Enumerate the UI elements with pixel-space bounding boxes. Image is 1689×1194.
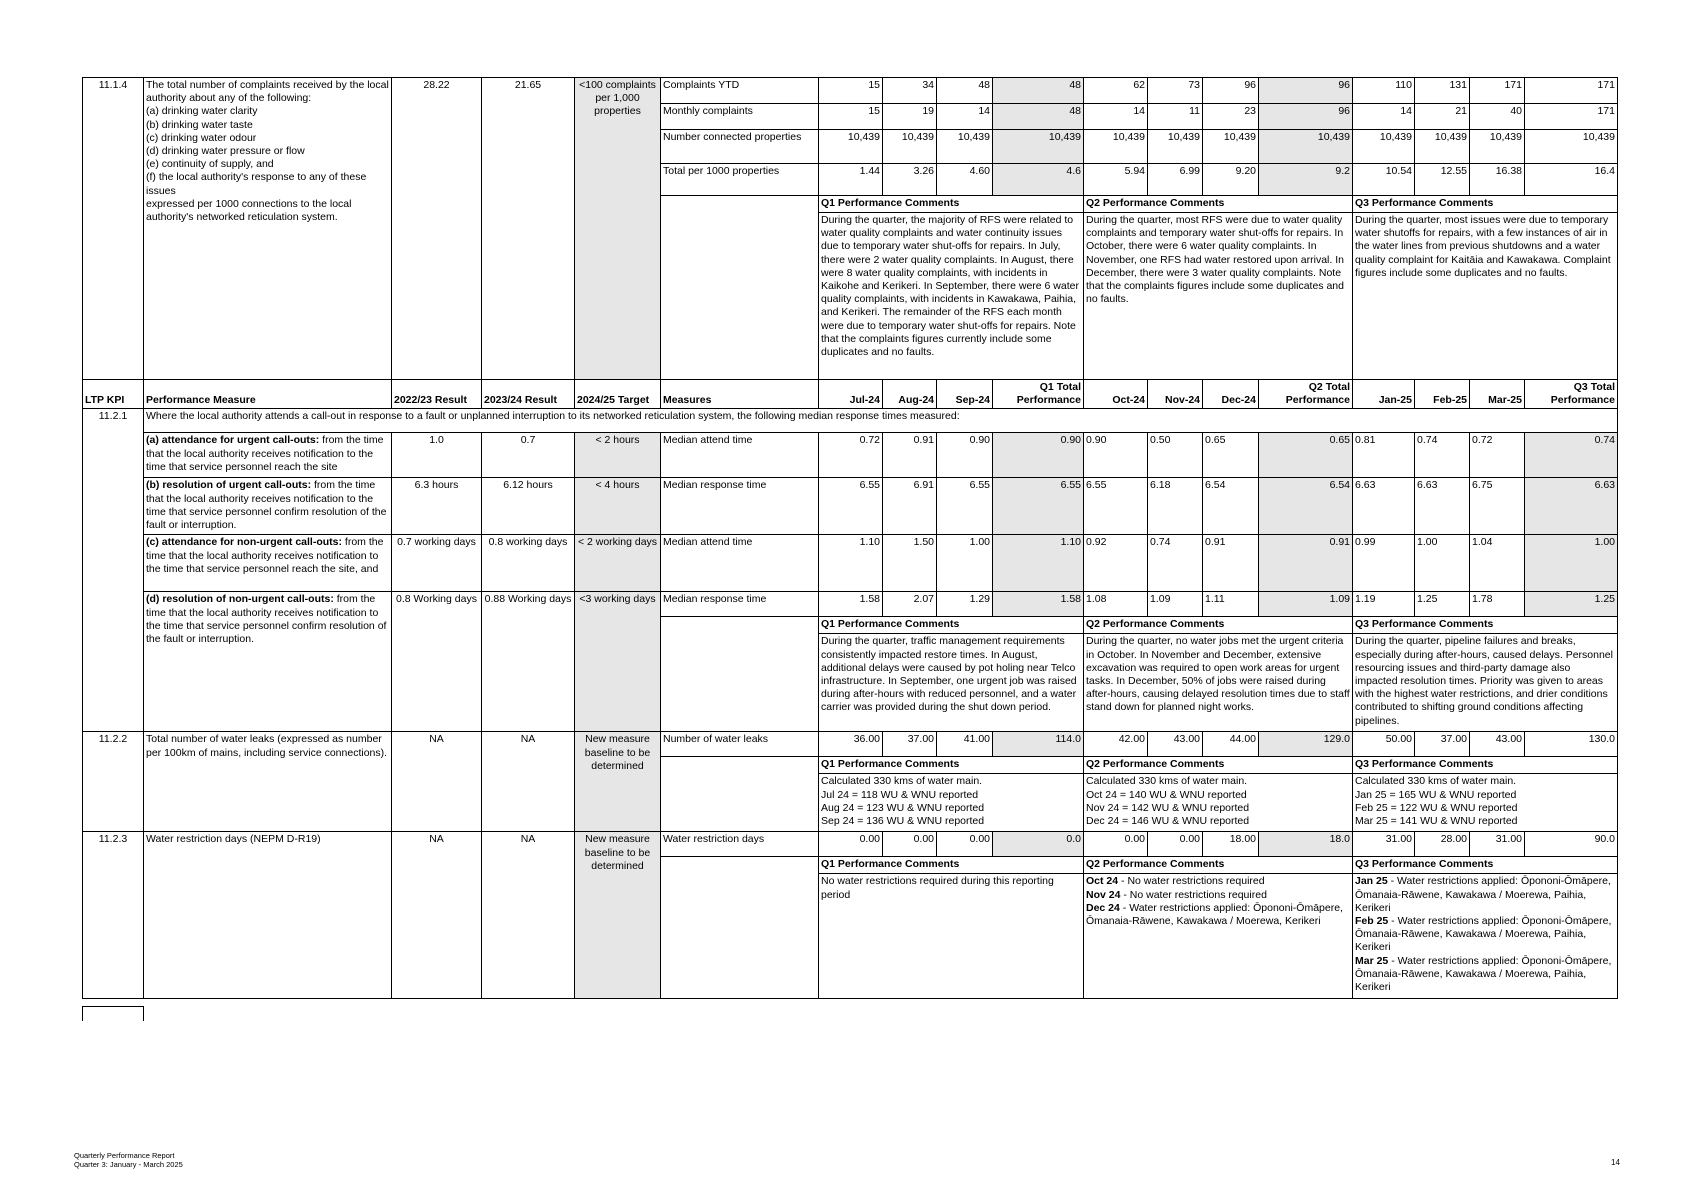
performance-measure: [144, 478, 392, 535]
value-sep: 10,439: [937, 130, 993, 164]
footer-quarter: Quarter 3: January - March 2025: [74, 1160, 183, 1169]
value-aug: 1.50: [883, 535, 937, 592]
value-jul: 1.44: [819, 164, 883, 196]
header-jan: Jan-25: [1353, 380, 1415, 409]
value-dec: 18.00: [1203, 832, 1259, 857]
measure-text: from the time that the local authority receives notification to the time that service personnel reach the site: [146, 434, 384, 473]
value-jul: 0.72: [819, 433, 883, 478]
value-nov: 1.09: [1148, 592, 1203, 617]
performance-table: [82, 77, 1618, 999]
header-q3-total: Q3 Total Performance: [1525, 380, 1618, 409]
value-sep: 4.60: [937, 164, 993, 196]
result-2022-23: 0.8 Working days: [392, 592, 482, 732]
result-2023-24: 21.65: [482, 78, 575, 380]
q2-comment: During the quarter, most RFS were due to water quality complaints and temporary water shut-offs for repairs. In October, there were 6 water quality complaints. In November, one RFS had water restored upon arrival. In December, there were 3 water quality complaints. Note that the complaints figures include some duplicates and no faults.: [1084, 213, 1353, 380]
value-oct: 0.92: [1084, 535, 1148, 592]
value-oct: 62: [1084, 78, 1148, 104]
target-2024-25: < 4 hours: [575, 478, 661, 535]
blank-cell: [661, 617, 819, 634]
value-aug: 19: [883, 104, 937, 130]
blank-cell: [661, 196, 819, 213]
table-row: [83, 732, 1618, 757]
measure-label: Monthly complaints: [661, 104, 819, 130]
table-row: [83, 433, 1618, 478]
value-feb: 21: [1415, 104, 1470, 130]
value-dec: 0.65: [1203, 433, 1259, 478]
value-jan: 31.00: [1353, 832, 1415, 857]
value-sep: 0.00: [937, 832, 993, 857]
q3-comments-header: Q3 Performance Comments: [1353, 196, 1618, 213]
value-q1-total: 114.0: [993, 732, 1084, 757]
comment-text: - No water restrictions required: [1118, 875, 1265, 888]
q2-comment: [1084, 874, 1353, 999]
value-q1-total: 1.10: [993, 535, 1084, 592]
value-jul: 1.58: [819, 592, 883, 617]
header-2023-24: 2023/24 Result: [482, 380, 575, 409]
value-jan: 110: [1353, 78, 1415, 104]
kpi-intro: Where the local authority attends a call-out in response to a fault or unplanned interruption to its networked reticulation system, the following median response times measured:: [144, 409, 1618, 433]
q1-comments-header: Q1 Performance Comments: [819, 617, 1084, 634]
value-sep: 0.90: [937, 433, 993, 478]
target-2024-25: New measure baseline to be determined: [575, 732, 661, 832]
month-lead: Mar 25: [1355, 954, 1389, 967]
header-q1-total: Q1 Total Performance: [993, 380, 1084, 409]
table-row: [83, 409, 1618, 433]
header-oct: Oct-24: [1084, 380, 1148, 409]
value-jul: 6.55: [819, 478, 883, 535]
comment-item: [1086, 875, 1350, 888]
comment-text: - Water restrictions applied: Ōpononi-Ōmāpere, Ōmanaia-Rāwene, Kawakawa / Moerewa, Paihia, Kerikeri: [1355, 875, 1611, 914]
measure-label: Median attend time: [661, 535, 819, 592]
value-sep: 48: [937, 78, 993, 104]
comment-item: [1086, 889, 1350, 902]
value-dec: 96: [1203, 78, 1259, 104]
value-dec: 6.54: [1203, 478, 1259, 535]
value-aug: 2.07: [883, 592, 937, 617]
performance-measure: [144, 535, 392, 592]
result-2022-23: 0.7 working days: [392, 535, 482, 592]
value-aug: 0.00: [883, 832, 937, 857]
value-q2-total: 96: [1259, 104, 1353, 130]
value-dec: 44.00: [1203, 732, 1259, 757]
table-row: [83, 832, 1618, 857]
header-2024-25-target: 2024/25 Target: [575, 380, 661, 409]
q1-comment: No water restrictions required during this reporting period: [819, 874, 1084, 999]
measure-lead: (c) attendance for non-urgent call-outs:: [146, 536, 343, 549]
measure-label: Total per 1000 properties: [661, 164, 819, 196]
table-row: [83, 78, 1618, 104]
comment-item: [1355, 955, 1615, 995]
comment-text: - Water restrictions applied: Ōpononi-Ōmāpere, Ōmanaia-Rāwene, Kawakawa / Moerewa, Paihia, Kerikeri: [1355, 915, 1612, 954]
q1-comment: Calculated 330 kms of water main. Jul 24 = 118 WU & WNU reported Aug 24 = 123 WU & WNU reported Sep 24 = 136 WU & WNU reported: [819, 774, 1084, 832]
target-2024-25: New measure baseline to be determined: [575, 832, 661, 999]
month-lead: Nov 24: [1086, 888, 1121, 901]
target-2024-25: <3 working days: [575, 592, 661, 732]
value-oct: 0.00: [1084, 832, 1148, 857]
value-dec: 1.11: [1203, 592, 1259, 617]
value-feb: 0.74: [1415, 433, 1470, 478]
value-feb: 10,439: [1415, 130, 1470, 164]
value-nov: 11: [1148, 104, 1203, 130]
result-2023-24: 0.8 working days: [482, 535, 575, 592]
value-mar: 171: [1470, 78, 1525, 104]
value-mar: 0.72: [1470, 433, 1525, 478]
value-q2-total: 0.91: [1259, 535, 1353, 592]
value-q1-total: 0.90: [993, 433, 1084, 478]
value-q1-total: 4.6: [993, 164, 1084, 196]
measure-label: Median attend time: [661, 433, 819, 478]
value-aug: 10,439: [883, 130, 937, 164]
value-feb: 37.00: [1415, 732, 1470, 757]
value-mar: 6.75: [1470, 478, 1525, 535]
measure-label: Median response time: [661, 478, 819, 535]
value-sep: 41.00: [937, 732, 993, 757]
comment-item: [1086, 902, 1350, 928]
measure-lead: (a) attendance for urgent call-outs:: [146, 434, 320, 447]
value-q1-total: 1.58: [993, 592, 1084, 617]
q2-comments-header: Q2 Performance Comments: [1084, 617, 1353, 634]
value-jan: 6.63: [1353, 478, 1415, 535]
value-q2-total: 10,439: [1259, 130, 1353, 164]
value-jul: 1.10: [819, 535, 883, 592]
q1-comments-header: Q1 Performance Comments: [819, 196, 1084, 213]
header-jul: Jul-24: [819, 380, 883, 409]
value-aug: 34: [883, 78, 937, 104]
comment-item: [1355, 915, 1615, 955]
value-jan: 0.81: [1353, 433, 1415, 478]
comment-text: - Water restrictions applied: Ōpononi-Ōmāpere, Ōmanaia-Rāwene, Kawakawa / Moerewa, Kerikeri: [1086, 901, 1343, 928]
blank-cell: [661, 857, 819, 874]
q2-comment: During the quarter, no water jobs met the urgent criteria in October. In November and December, extensive excavation was required to open work areas for urgent tasks. In December, 50% of jobs were raised during after-hours, causing delayed resolution times due to staff stand down for planned night works.: [1084, 634, 1353, 732]
value-nov: 0.74: [1148, 535, 1203, 592]
value-q3-total: 90.0: [1525, 832, 1618, 857]
measure-label: Median response time: [661, 592, 819, 617]
footer-report-title: Quarterly Performance Report: [74, 1151, 175, 1160]
value-mar: 40: [1470, 104, 1525, 130]
value-q1-total: 6.55: [993, 478, 1084, 535]
blank-cell: [661, 213, 819, 380]
value-oct: 10,439: [1084, 130, 1148, 164]
value-nov: 43.00: [1148, 732, 1203, 757]
blank-cell: [661, 774, 819, 832]
result-2022-23: 6.3 hours: [392, 478, 482, 535]
result-2022-23: NA: [392, 732, 482, 832]
value-jan: 1.19: [1353, 592, 1415, 617]
value-nov: 0.50: [1148, 433, 1203, 478]
value-q3-total: 171: [1525, 104, 1618, 130]
value-q1-total: 10,439: [993, 130, 1084, 164]
header-dec: Dec-24: [1203, 380, 1259, 409]
value-mar: 31.00: [1470, 832, 1525, 857]
q3-comment: During the quarter, most issues were due to temporary water shutoffs for repairs, with a few instances of air in the water lines from previous shutdowns and a water quality complaint for Kaitāia and Kawakawa. Complaint figures include some duplicates and no faults.: [1353, 213, 1618, 380]
value-oct: 1.08: [1084, 592, 1148, 617]
value-jul: 15: [819, 78, 883, 104]
performance-measure: Total number of water leaks (expressed as number per 100km of mains, including service connections).: [144, 732, 392, 832]
blank-cell: [661, 874, 819, 999]
performance-measure: [144, 592, 392, 732]
blank-cell: [661, 757, 819, 774]
header-nov: Nov-24: [1148, 380, 1203, 409]
value-q3-total: 130.0: [1525, 732, 1618, 757]
result-2023-24: NA: [482, 732, 575, 832]
value-jul: 36.00: [819, 732, 883, 757]
table-row: [83, 478, 1618, 535]
q3-comments-header: Q3 Performance Comments: [1353, 857, 1618, 874]
q3-comments-header: Q3 Performance Comments: [1353, 617, 1618, 634]
value-sep: 1.00: [937, 535, 993, 592]
value-nov: 6.99: [1148, 164, 1203, 196]
measure-label: Complaints YTD: [661, 78, 819, 104]
value-aug: 6.91: [883, 478, 937, 535]
value-jul: 10,439: [819, 130, 883, 164]
result-2023-24: 6.12 hours: [482, 478, 575, 535]
q3-comment: During the quarter, pipeline failures and breaks, especially during after-hours, caused delays. Personnel resourcing issues and third-party damage also impacted resolution times. Priority was given to areas with the highest water restrictions, and drier conditions contributed to shifting ground conditions affecting pipelines.: [1353, 634, 1618, 732]
table-row: [83, 592, 1618, 617]
value-jan: 0.99: [1353, 535, 1415, 592]
value-nov: 73: [1148, 78, 1203, 104]
value-feb: 1.00: [1415, 535, 1470, 592]
q2-comment: Calculated 330 kms of water main. Oct 24 = 140 WU & WNU reported Nov 24 = 142 WU & WNU reported Dec 24 = 146 WU & WNU reported: [1084, 774, 1353, 832]
header-row: [83, 380, 1618, 409]
measure-text: from the time that the local authority receives notification to the time that service personnel reach the site, and: [146, 536, 384, 575]
value-q3-total: 1.25: [1525, 592, 1618, 617]
q3-comment: [1353, 874, 1618, 999]
value-feb: 28.00: [1415, 832, 1470, 857]
page-footer: [74, 1151, 183, 1169]
value-dec: 23: [1203, 104, 1259, 130]
comment-text: - No water restrictions required: [1120, 888, 1267, 901]
measure-label: Number connected properties: [661, 130, 819, 164]
value-mar: 16.38: [1470, 164, 1525, 196]
q1-comments-header: Q1 Performance Comments: [819, 857, 1084, 874]
header-q2-total: Q2 Total Performance: [1259, 380, 1353, 409]
value-mar: 10,439: [1470, 130, 1525, 164]
measure-lead: (b) resolution of urgent call-outs:: [146, 479, 312, 492]
value-feb: 1.25: [1415, 592, 1470, 617]
result-2023-24: 0.7: [482, 433, 575, 478]
value-dec: 10,439: [1203, 130, 1259, 164]
value-q3-total: 10,439: [1525, 130, 1618, 164]
result-2023-24: 0.88 Working days: [482, 592, 575, 732]
value-jan: 14: [1353, 104, 1415, 130]
value-q3-total: 0.74: [1525, 433, 1618, 478]
target-2024-25: <100 complaints per 1,000 properties: [575, 78, 661, 380]
header-feb: Feb-25: [1415, 380, 1470, 409]
value-q2-total: 96: [1259, 78, 1353, 104]
header-mar: Mar-25: [1470, 380, 1525, 409]
value-nov: 0.00: [1148, 832, 1203, 857]
comment-text: - Water restrictions applied: Ōpononi-Ōmāpere, Ōmanaia-Rāwene, Kawakawa / Moerewa, Paihia, Kerikeri: [1355, 954, 1612, 994]
value-q3-total: 171: [1525, 78, 1618, 104]
measure-text: from the time that the local authority receives notification to the time that service personnel confirm resolution of the fault or interruption.: [146, 593, 387, 646]
value-sep: 14: [937, 104, 993, 130]
performance-measure: [144, 433, 392, 478]
result-2022-23: NA: [392, 832, 482, 999]
value-mar: 1.78: [1470, 592, 1525, 617]
value-jul: 15: [819, 104, 883, 130]
value-q3-total: 1.00: [1525, 535, 1618, 592]
header-measures: Measures: [661, 380, 819, 409]
value-dec: 9.20: [1203, 164, 1259, 196]
value-aug: 3.26: [883, 164, 937, 196]
header-aug: Aug-24: [883, 380, 937, 409]
value-nov: 6.18: [1148, 478, 1203, 535]
value-jan: 10.54: [1353, 164, 1415, 196]
q1-comments-header: Q1 Performance Comments: [819, 757, 1084, 774]
target-2024-25: < 2 working days: [575, 535, 661, 592]
value-q3-total: 6.63: [1525, 478, 1618, 535]
kpi-id: 11.1.4: [83, 78, 144, 380]
kpi-id: 11.2.3: [83, 832, 144, 999]
value-oct: 6.55: [1084, 478, 1148, 535]
value-oct: 14: [1084, 104, 1148, 130]
measure-label: Water restriction days: [661, 832, 819, 857]
performance-measure: The total number of complaints received by the local authority about any of the following: (a) drinking water clarity (b) drinking water taste (c) drinking water odour (d) drinking water pressure or flow (e) continuity of supply, and (f) the local authority's response to any of these issues expressed per 1000 connections to the local authority's networked reticulation system.: [144, 78, 392, 380]
header-performance-measure: Performance Measure: [144, 380, 392, 409]
q2-comments-header: Q2 Performance Comments: [1084, 857, 1353, 874]
month-lead: Jan 25: [1355, 875, 1388, 888]
result-2022-23: 28.22: [392, 78, 482, 380]
blank-cell: [661, 634, 819, 732]
value-feb: 6.63: [1415, 478, 1470, 535]
value-nov: 10,439: [1148, 130, 1203, 164]
value-jan: 10,439: [1353, 130, 1415, 164]
q1-comment: During the quarter, the majority of RFS were related to water quality complaints and water continuity issues due to temporary water shut-offs for repairs. In July, there were 2 water quality complaints. In August, there were 8 water quality complaints, with incidents in Kaikohe and Kerikeri. In September, there were 6 water quality complaints, with incidents in Kawakawa, Paihia, and Kerikeri. The remainder of the RFS each month were due to temporary water shut-offs for repairs. Note that the complaints figures currently include some duplicates and no faults.: [819, 213, 1084, 380]
measure-label: Number of water leaks: [661, 732, 819, 757]
month-lead: Oct 24: [1086, 875, 1119, 888]
value-q1-total: 48: [993, 78, 1084, 104]
value-q2-total: 6.54: [1259, 478, 1353, 535]
value-q2-total: 0.65: [1259, 433, 1353, 478]
q2-comments-header: Q2 Performance Comments: [1084, 757, 1353, 774]
q3-comments-header: Q3 Performance Comments: [1353, 757, 1618, 774]
q3-comment: Calculated 330 kms of water main. Jan 25 = 165 WU & WNU reported Feb 25 = 122 WU & WNU reported Mar 25 = 141 WU & WNU reported: [1353, 774, 1618, 832]
table-row: [83, 535, 1618, 592]
header-sep: Sep-24: [937, 380, 993, 409]
value-q2-total: 129.0: [1259, 732, 1353, 757]
value-aug: 0.91: [883, 433, 937, 478]
value-q3-total: 16.4: [1525, 164, 1618, 196]
value-dec: 0.91: [1203, 535, 1259, 592]
table-continuation-stub: [82, 1006, 144, 1021]
value-sep: 1.29: [937, 592, 993, 617]
value-q1-total: 48: [993, 104, 1084, 130]
value-q2-total: 9.2: [1259, 164, 1353, 196]
value-oct: 0.90: [1084, 433, 1148, 478]
value-q2-total: 18.0: [1259, 832, 1353, 857]
value-sep: 6.55: [937, 478, 993, 535]
performance-measure: Water restriction days (NEPM D-R19): [144, 832, 392, 999]
month-lead: Feb 25: [1355, 915, 1389, 928]
measure-lead: (d) resolution of non-urgent call-outs:: [146, 593, 334, 606]
value-aug: 37.00: [883, 732, 937, 757]
value-jul: 0.00: [819, 832, 883, 857]
value-jan: 50.00: [1353, 732, 1415, 757]
value-mar: 1.04: [1470, 535, 1525, 592]
result-2023-24: NA: [482, 832, 575, 999]
q2-comments-header: Q2 Performance Comments: [1084, 196, 1353, 213]
value-feb: 12.55: [1415, 164, 1470, 196]
header-2022-23: 2022/23 Result: [392, 380, 482, 409]
value-q2-total: 1.09: [1259, 592, 1353, 617]
q1-comment: During the quarter, traffic management requirements consistently impacted restore times. In August, additional delays were caused by pot holing near Telco infrastructure. In September, one urgent job was raised during after-hours with reduced personnel, and a water carrier was provided during the shut down period.: [819, 634, 1084, 732]
value-oct: 5.94: [1084, 164, 1148, 196]
value-oct: 42.00: [1084, 732, 1148, 757]
header-ltp-kpi: LTP KPI: [83, 380, 144, 409]
measure-text: from the time that the local authority receives notification to the time that service personnel confirm resolution of the fault or interruption.: [146, 479, 387, 532]
month-lead: Dec 24: [1086, 901, 1120, 914]
value-feb: 131: [1415, 78, 1470, 104]
comment-item: [1355, 875, 1615, 915]
page-number: 14: [1611, 1158, 1620, 1167]
kpi-id: 11.2.2: [83, 732, 144, 832]
value-q1-total: 0.0: [993, 832, 1084, 857]
value-mar: 43.00: [1470, 732, 1525, 757]
result-2022-23: 1.0: [392, 433, 482, 478]
kpi-id: 11.2.1: [83, 409, 144, 732]
target-2024-25: < 2 hours: [575, 433, 661, 478]
